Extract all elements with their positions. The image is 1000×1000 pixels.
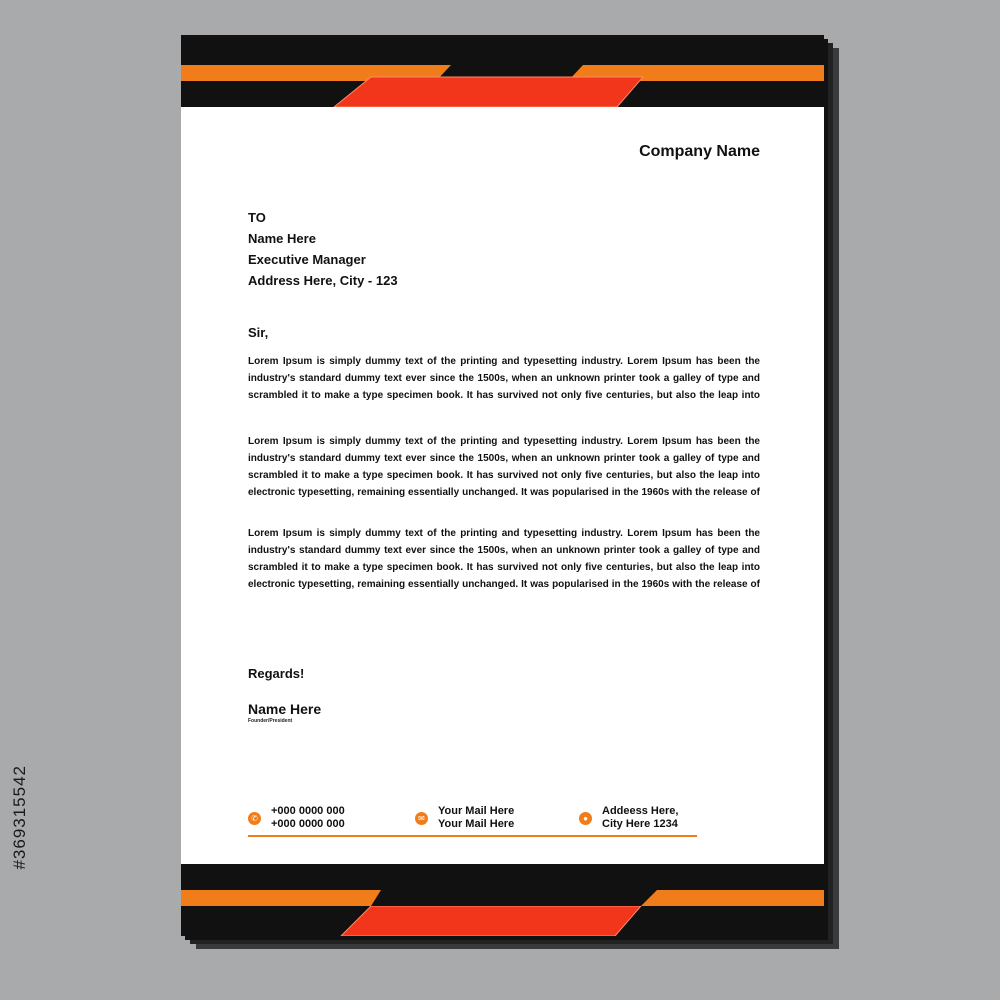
mail-line-1: Your Mail Here: [438, 805, 515, 817]
contact-mail: [415, 805, 514, 831]
phone-line-2: +000 0000 000: [271, 818, 345, 830]
signature-title: Founder/President: [248, 718, 293, 724]
recipient-to: TO: [248, 210, 266, 225]
contact-phone: [248, 805, 345, 831]
body-paragraph-3: [248, 525, 760, 593]
recipient-name: Name Here: [248, 231, 316, 246]
footer-graphic: [181, 864, 824, 936]
paragraph-line: Lorem Ipsum is simply dummy text of the printing and typesetting industry. Lorem Ipsum has been the: [248, 436, 760, 447]
letterhead-page: [181, 35, 824, 936]
phone-icon: ✆: [248, 812, 261, 825]
paragraph-line: Lorem Ipsum is simply dummy text of the printing and typesetting industry. Lorem Ipsum has been the: [248, 356, 760, 367]
body-paragraph-1: [248, 353, 760, 404]
body-paragraph-2: [248, 433, 760, 501]
paragraph-line: industry's standard dummy text ever since the 1500s, when an unknown printer took a galley of type and: [248, 373, 760, 384]
stock-id: #369315542: [10, 765, 29, 870]
paragraph-line: Lorem Ipsum is simply dummy text of the printing and typesetting industry. Lorem Ipsum has been the: [248, 528, 760, 539]
address-line-2: City Here 1234: [602, 818, 678, 830]
mail-line-2: Your Mail Here: [438, 818, 515, 830]
phone-line-1: +000 0000 000: [271, 805, 345, 817]
paragraph-line: electronic typesetting, remaining essentially unchanged. It was popularised in the 1960s with the release of: [248, 487, 760, 498]
paragraph-line: electronic typesetting, remaining essentially unchanged. It was popularised in the 1960s with the release of: [248, 579, 760, 590]
recipient-address: Address Here, City - 123: [248, 273, 398, 288]
recipient-position: Executive Manager: [248, 252, 366, 267]
recipient-block: [248, 207, 398, 291]
signature-name: Name Here: [248, 701, 322, 717]
location-pin-icon: ●: [579, 812, 592, 825]
paragraph-line: scrambled it to make a type specimen book. It has survived not only five centuries, but also the leap into: [248, 470, 760, 481]
salutation: Sir,: [248, 325, 269, 340]
paragraph-line: industry's standard dummy text ever since the 1500s, when an unknown printer took a galley of type and: [248, 545, 760, 556]
footer-divider: [248, 835, 697, 837]
paragraph-line: industry's standard dummy text ever since the 1500s, when an unknown printer took a galley of type and: [248, 453, 760, 464]
paragraph-line: scrambled it to make a type specimen book. It has survived not only five centuries, but also the leap into: [248, 390, 760, 401]
header-graphic: [181, 35, 824, 107]
company-name: Company Name: [639, 143, 760, 160]
address-line-1: Addeess Here,: [602, 805, 679, 817]
contact-address: [579, 805, 678, 831]
paragraph-line: scrambled it to make a type specimen book. It has survived not only five centuries, but also the leap into: [248, 562, 760, 573]
mail-icon: ✉: [415, 812, 428, 825]
regards-text: Regards!: [248, 666, 305, 681]
